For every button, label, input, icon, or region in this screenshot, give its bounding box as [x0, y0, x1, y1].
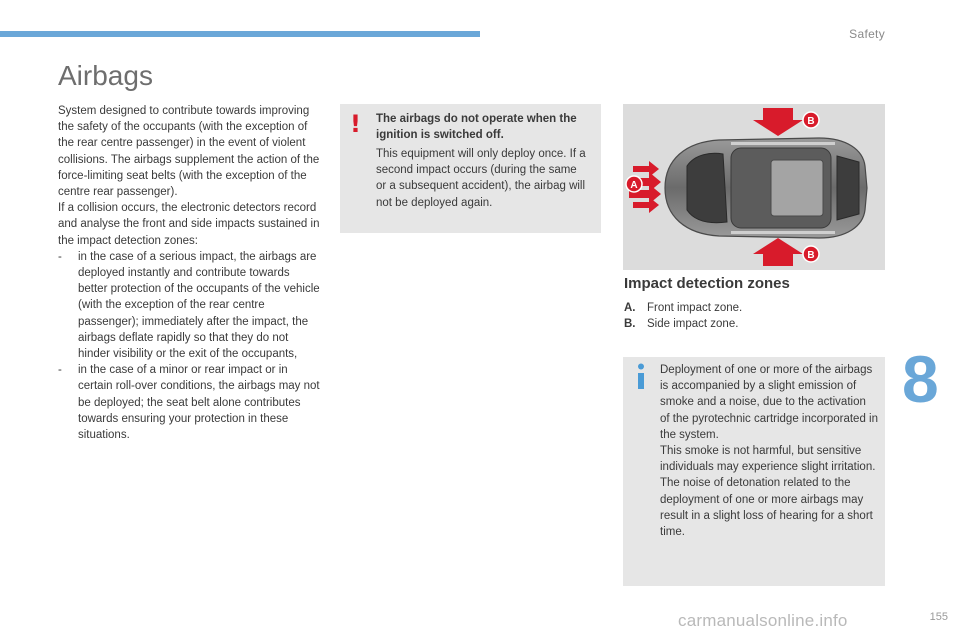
warning-box	[340, 104, 601, 233]
label-B-top: B	[807, 116, 815, 127]
label-A-badge	[626, 176, 642, 192]
info-paragraph: This smoke is not harmful, but sensitive individuals may experience slight irritation.	[660, 445, 876, 474]
side-impact-arrows-bottom	[753, 238, 803, 266]
intro-paragraph: System designed to contribute towards improving the safety of the occupants (with the exception of the rear centre passenger) in the event of violent collisions. The airbags supplement the action of the force-limiting seat belts (with the exception of the centre rear passenger).	[58, 105, 320, 199]
section-title: Safety	[849, 27, 885, 41]
warning-heading: The airbags do not operate when the ignition is switched off.	[376, 113, 577, 141]
chapter-number: 8	[902, 342, 939, 416]
legend-key: A.	[624, 302, 636, 314]
header-accent-bar	[0, 31, 480, 37]
legend-item	[624, 316, 742, 332]
info-paragraph: The noise of detonation related to the deployment of one or more airbags may result in a slight loss of hearing for a short time.	[660, 477, 873, 539]
bullet-dash: -	[58, 364, 62, 377]
label-B-top-badge	[803, 112, 819, 128]
page-title: Airbags	[58, 60, 153, 91]
bullet-text: in the case of a serious impact, the airbags are deployed instantly and contribute towards better protection of the occupants of the vehicle (with the exception of the rear centre passenger); immediately after the impact, the airbags deflate rapidly so that they do not hinder visibility or the exit of the occupants,	[78, 250, 320, 361]
legend-key: B.	[624, 318, 636, 330]
bullet-text: in the case of a minor or rear impact or in certain roll-over conditions, the airbags may not be deployed; the seat belt alone contributes towards ensuring your protection in these situations.	[78, 364, 320, 442]
warning-body: This equipment will only deploy once. If a second impact occurs (during the same or a subsequent accident), the airbag will not be deployed again.	[376, 148, 586, 209]
list-item	[58, 249, 320, 362]
label-B-bottom: B	[807, 250, 815, 261]
legend-text: Front impact zone.	[647, 302, 743, 314]
legend-text: Side impact zone.	[647, 318, 739, 330]
impact-zones-diagram	[623, 104, 885, 270]
detection-paragraph: If a collision occurs, the electronic detectors record and analyse the front and side impacts sustained in the impact detection zones:	[58, 202, 320, 247]
exclamation-icon: !	[350, 110, 361, 138]
side-impact-arrows-top	[753, 108, 803, 136]
car-icon	[665, 138, 867, 238]
impact-zones-title: Impact detection zones	[624, 275, 790, 292]
main-text-column	[58, 103, 320, 443]
impact-zones-legend	[624, 300, 742, 332]
page-number: 155	[929, 611, 948, 623]
label-B-bottom-badge	[803, 246, 819, 262]
bullet-dash: -	[58, 250, 62, 263]
info-text	[660, 362, 878, 540]
legend-item	[624, 300, 742, 316]
info-paragraph: Deployment of one or more of the airbags is accompanied by a slight emission of smoke and a noise, due to the activation of the pyrotechnic cartridge incorporated in the system.	[660, 364, 878, 441]
watermark: carmanualsonline.info	[678, 611, 848, 630]
info-icon	[636, 363, 646, 389]
car-top-view-illustration	[623, 104, 885, 270]
list-item	[58, 362, 320, 443]
label-A: A	[630, 180, 638, 191]
info-box	[623, 357, 885, 586]
